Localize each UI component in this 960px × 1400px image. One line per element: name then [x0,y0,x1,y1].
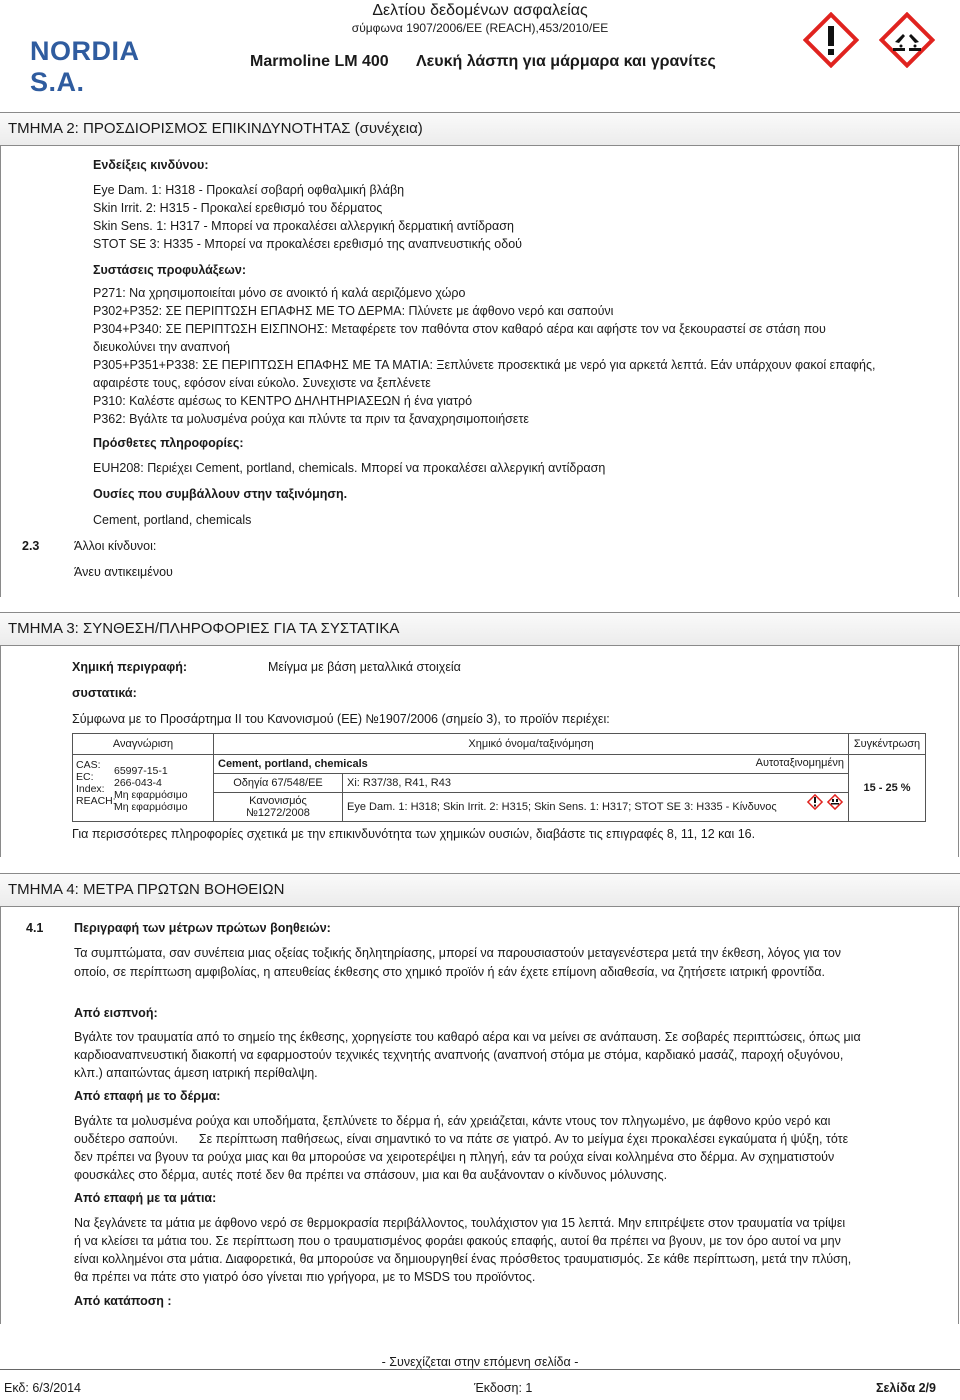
subsection-number: 4.1 [26,921,44,935]
company-logo [30,30,160,97]
substances-heading: Ουσίες που συμβάλλουν στην ταξινόμηση. [93,487,348,501]
paragraph-line: καρδιοαναπνευστική διακοπή να εφαρμοστούν τεχνικές τεχνητής αναπνοής (αναπνοή στόμα με στόμα, καρδιακό μασάζ, παροχή οξυγόνου, [74,1048,844,1062]
other-hazards-heading: Άλλοι κίνδυνοι: [74,539,157,553]
exclamation-mark-icon [803,12,859,68]
continued-note: - Συνεχίζεται στην επόμενη σελίδα - [381,1355,579,1369]
paragraph-line: Βγάλτε τα μολυσμένα ρούχα και υποδήματα, ξεπλύνετε το δέρμα ή, εάν χρειάζεται, κάντε ντους τον πληγωμένο, με άφθονο κρύο νερό και [74,1114,831,1128]
precaution-line: διευκολύνει την αναπνοή [93,340,230,354]
id-label: Index: [76,783,105,795]
chem-desc-value: Μείγμα με βάση μεταλλικά στοιχεία [268,660,461,674]
section-right-border [958,145,959,597]
ingestion-heading: Από κατάποση : [74,1294,172,1308]
id-label: CAS: [76,759,101,771]
components-intro: Σύμφωνα με το Προσάρτημα II του Κανονισμού (ΕΕ) №1907/2006 (σημείο 3), το προϊόν περιέχει: [72,712,610,726]
first-aid-heading: Περιγραφή των μέτρων πρώτων βοηθειών: [74,921,331,935]
section-left-border [0,145,1,597]
product-name: Marmoline LM 400 [250,53,389,70]
hazard-line: STOT SE 3: H335 - Μπορεί να προκαλέσει ερεθισμό της αναπνευστικής οδού [93,237,522,251]
table-header: Αναγνώριση [73,734,214,755]
directive-label: Οδηγία 67/548/ΕΕ [214,774,343,793]
components-label: συστατικά: [72,686,137,700]
page-number: Σελίδα 2/9 [876,1381,936,1395]
hazard-statements-heading: Ενδείξεις κινδύνου: [93,158,209,172]
section-2-header [0,112,960,146]
paragraph-line: ουδέτερο σαπούνι. Σε περίπτωση παθήσεως, είναι σημαντικό το να πάτε σε γιατρό. Αν το μείγμα έχει προκαλέσει εγκαύματα ή ψύξη, τότε [74,1132,849,1146]
precaution-line: P302+P352: ΣΕ ΠΕΡΙΠΤΩΣΗ ΕΠΑΦΗΣ ΜΕ ΤΟ ΔΕΡΜΑ: Πλύνετε με άφθονο νερό και σαπούνι [93,304,614,318]
paragraph-line: ή να κλείσει τα μάτια του. Σε περίπτωση που ο τραυματισμένος φοράει φακούς επαφής, αυτοί θα πρέπει να βγουν, με τον όρο αυτοί να μην [74,1234,841,1248]
reach-number: Μη εφαρμόσιμο [114,801,188,813]
other-hazards-text: Άνευ αντικειμένου [74,565,173,579]
section-4-header [0,873,960,907]
table-header-row [73,734,926,755]
section-left-border [0,645,1,857]
id-label: EC: [76,771,94,783]
substance-cell [214,755,849,774]
exclamation-mark-icon [806,793,824,814]
substance-name: Cement, portland, chemicals [218,758,368,770]
section-left-border [0,906,1,1324]
paragraph-line: θα πρέπει να πάτε στο γιατρό όσο γίνεται πιο γρήγορα, με το MSDS του προϊόντος. [74,1270,536,1284]
regulation-subtitle: σύμφωνα 1907/2006/ΕΕ (REACH),453/2010/ΕΕ [351,21,609,35]
components-table [72,733,926,822]
regulation-cell [343,793,849,822]
paragraph-line: είναι κολλημένοι στα μάτια. Διαφορετικά, θα μπορούσε να δημιουργηθεί ένας πρόσθετος τραυματισμός. Σε κάθε περίπτωση, μετά την πλύση, [74,1252,852,1266]
hazard-line: Skin Irrit. 2: H315 - Προκαλεί ερεθισμό του δέρματος [93,201,383,215]
precaution-line: P304+P340: ΣΕ ΠΕΡΙΠΤΩΣΗ ΕΙΣΠΝΟΗΣ: Μεταφέρετε τον παθόντα στον καθαρό αέρα και αφήστε τον να ξεκουραστεί σε στάση που [93,322,826,336]
regulation-label: Κανονισμός №1272/2008 [214,793,343,822]
precaution-line: P305+P351+P338: ΣΕ ΠΕΡΙΠΤΩΣΗ ΕΠΑΦΗΣ ΜΕ ΤΑ ΜΑΤΙΑ: Ξεπλύνετε προσεκτικά με νερό για αρκετά λεπτά. Εάν υπάρχουν φακοί επαφής, [93,358,876,372]
substances-text: Cement, portland, chemicals [93,513,252,527]
cas-number: 65997-15-1 [114,765,168,777]
paragraph-line: Τα συμπτώματα, σαν συνέπεια μιας οξείας τοξικής δηλητηρίασης, μπορεί να παρουσιαστούν μεταγενέστερα μετά την έκθεση, λόγος για τον [74,946,842,960]
logo-text: NORDIA S.A. [30,36,139,97]
section-2-title: ΤΜΗΜΑ 2: ΠΡΟΣΔΙΟΡΙΣΜΟΣ ΕΠΙΚΙΝΔΥΝΟΤΗΤΑΣ (συνέχεια) [8,120,423,137]
additional-info-heading: Πρόσθετες πληροφορίες: [93,436,244,450]
footer-divider [0,1369,960,1370]
self-classified-label: Αυτοταξινομημένη [755,757,844,769]
table-row [73,755,926,774]
eyes-heading: Από επαφή με τα μάτια: [74,1191,217,1205]
version: Έκδοση: 1 [474,1381,533,1395]
components-note: Για περισσότερες πληροφορίες σχετικά με την επικινδυνότητα των χημικών ουσιών, διαβάστε τις επιγραφές 8, 11, 12 και 16. [72,827,756,841]
precaution-line: P362: Βγάλτε τα μολυσμένα ρούχα και πλύντε τα πριν τα ξαναχρησιμοποιήσετε [93,412,529,426]
hazard-line: Eye Dam. 1: H318 - Προκαλεί σοβαρή οφθαλμική βλάβη [93,183,405,197]
directive-value: Xi: R37/38, R41, R43 [343,774,849,793]
precaution-line: αφαιρέστε τους, εφόσον είναι εύκολο. Συνεχιστε να ξεπλένετε [93,376,431,390]
section-3-header [0,612,960,646]
regulation-value: Eye Dam. 1: H318; Skin Irrit. 2: H315; Skin Sens. 1: H317; STOT SE 3: H335 - Κίνδυνος [347,801,777,813]
issue-date: Εκδ: 6/3/2014 [4,1381,81,1395]
section-right-border [958,906,959,1324]
corrosive-icon [879,12,935,68]
chem-desc-label: Χημική περιγραφή: [72,660,187,674]
section-right-border [958,645,959,857]
inhalation-heading: Από εισπνοή: [74,1006,158,1020]
table-header: Συγκέντρωση [849,734,926,755]
id-label: REACH: [76,795,116,807]
precaution-line: P310: Καλέστε αμέσως το ΚΕΝΤΡΟ ΔΗΛΗΤΗΡΙΑΣΕΩΝ ή ένα γιατρό [93,394,473,408]
precaution-line: P271: Να χρησιμοποιείται μόνο σε ανοικτό ή καλά αεριζόμενο χώρο [93,286,466,300]
corrosive-icon [826,793,844,814]
ec-number: 266-043-4 [114,777,162,789]
product-description: Λευκή λάσπη για μάρμαρα και γρανίτες [416,53,716,70]
paragraph-line: κλπ.) απαιτώντας άμεση ιατρική περίθαλψη. [74,1066,318,1080]
hazard-line: Skin Sens. 1: H317 - Μπορεί να προκαλέσει αλλεργική δερματική αντίδραση [93,219,514,233]
precautionary-heading: Συστάσεις προφυλάξεων: [93,263,246,277]
subsection-number: 2.3 [22,539,40,553]
document-title: Δελτίου δεδομένων ασφαλείας [372,2,588,19]
section-3-title: ΤΜΗΜΑ 3: ΣΥΝΘΕΣΗ/ΠΛΗΡΟΦΟΡΙΕΣ ΓΙΑ ΤΑ ΣΥΣΤΑΤΙΚΑ [8,620,400,637]
skin-heading: Από επαφή με το δέρμα: [74,1089,221,1103]
paragraph-line: οποίο, σε περίπτωση αμφιβολίας, η απευθείας έκθεσης στο χημικό προϊόν ή εάν έχετε επίμονη αδιαθεσία, να ζητήσετε ιατρική φροντίδα. [74,965,825,979]
paragraph-line: δεν πρέπει να βγουν τα ρούχα μιας και θα μπορούσε να χειροτερέψει η πληγή, εάν τα ρούχα είναι κολλημένα στο δέρμα. Αν σχηματιστούν [74,1150,835,1164]
paragraph-line: Να ξεγλάνετε τα μάτια με άφθονο νερό σε θερμοκρασία περιβάλλοντος, τουλάχιστον για 15 λεπτά. Μην επιτρέψετε στον τραυματία να τρίψει [74,1216,846,1230]
section-4-title: ΤΜΗΜΑ 4: ΜΕΤΡΑ ΠΡΩΤΩΝ ΒΟΗΘΕΙΩΝ [8,881,285,898]
additional-info-text: EUH208: Περιέχει Cement, portland, chemicals. Μπορεί να προκαλέσει αλλεργική αντίδραση [93,461,606,475]
concentration: 15 - 25 % [849,755,926,822]
paragraph-line: Βγάλτε τον τραυματία από το σημείο της έκθεσης, χορηγείστε του καθαρό αέρα και να μείνει σε ανάπαυση. Σε σοβαρές περιπτώσεις, όπως μια [74,1030,861,1044]
table-header: Χημικό όνομα/ταξινόμηση [214,734,849,755]
identification-cell [73,755,214,822]
paragraph-line: φουσκάλες στο δέρμα, αυτές ποτέ δεν θα πρέπει να σπάσουν, μια και θα αυξάνονταν ο κίνδυνος μόλυνσης. [74,1168,668,1182]
index-number: Μη εφαρμόσιμο [114,789,188,801]
